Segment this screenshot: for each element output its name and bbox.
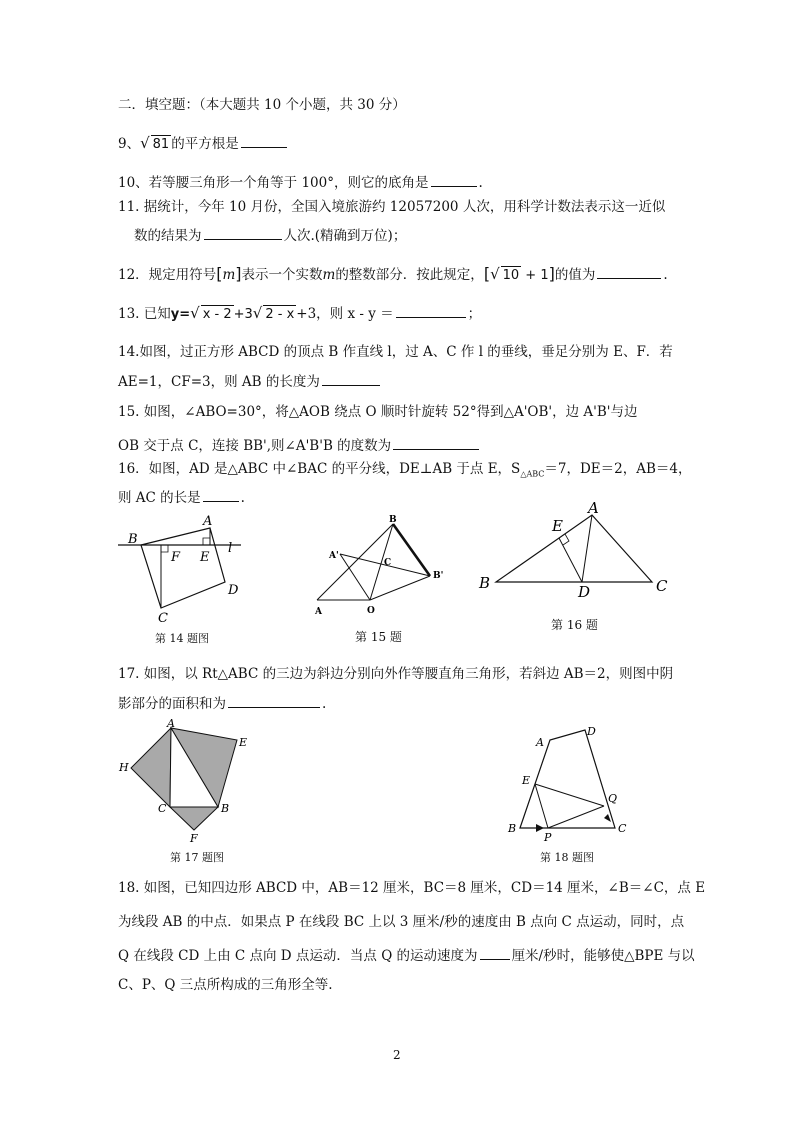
label-b: B — [508, 822, 517, 835]
quadrilateral-abcd — [520, 730, 618, 828]
label-q: Q — [608, 792, 618, 805]
q12-period: . — [663, 267, 668, 283]
q12-text-c: 的整数部分．按此规定， — [335, 267, 484, 283]
question-9 — [118, 133, 289, 154]
question-16-line1 — [118, 460, 692, 484]
question-16-line2 — [118, 487, 245, 507]
q12-text-a: 12．规定用符号 — [118, 267, 217, 283]
figure-16-caption: 第 16 题 — [551, 618, 598, 632]
q14-answer-blank[interactable] — [322, 371, 380, 386]
right-angle-f — [161, 545, 168, 552]
q16-text-a: 16．如图，AD 是△ABC 中∠BAC 的平分线，DE⊥AB 于点 E，S — [118, 461, 521, 477]
question-14-line1: 14.如图，过正方形 ABCD 的顶点 B 作直线 l，过 A、C 作 l 的垂线，垂足分别为 E、F．若 — [118, 344, 673, 360]
segment-ob1 — [370, 576, 430, 600]
q10-text: 10、若等腰三角形一个角等于 100°，则它的底角是 — [118, 175, 429, 191]
q9-radicand: 81 — [152, 137, 170, 152]
q12-m2: m — [322, 267, 336, 283]
q18-text-b: 厘米/秒时，能够使△BPE 与以 — [511, 948, 695, 964]
question-17-line1: 17. 如图，以 Rt△ABC 的三边为斜边分别向外作等腰直角三角形，若斜边 AB＝2，则图中阴 — [118, 666, 674, 682]
label-d: D — [587, 725, 596, 738]
question-17-line2 — [118, 693, 326, 713]
figure-17-caption: 第 17 题图 — [170, 851, 224, 864]
label-o: O — [367, 606, 375, 616]
q18-answer-blank[interactable] — [480, 945, 510, 960]
q13-text-b: +3，则 x - y ＝ — [296, 306, 394, 322]
label-c: C — [656, 577, 668, 595]
q9-sqrt: √ 81 — [140, 134, 170, 152]
label-a: A — [167, 717, 175, 730]
arrow-p-icon — [536, 824, 544, 832]
right-angle-e — [563, 534, 569, 545]
label-a-prime: A' — [329, 551, 339, 561]
shaded-triangle-ach — [131, 728, 171, 807]
q17-period: . — [322, 696, 327, 712]
square-abcd — [141, 528, 225, 608]
label-b: B — [479, 574, 491, 592]
q16-text-b: ＝7，DE＝2，AB＝4， — [544, 461, 692, 477]
q12-answer-blank[interactable] — [597, 264, 661, 279]
q10-answer-blank[interactable] — [431, 172, 477, 187]
figure-14 — [115, 512, 265, 632]
figure-16 — [475, 500, 675, 605]
q9-number: 9、 — [118, 136, 141, 152]
label-e: E — [200, 550, 210, 565]
label-b: B — [221, 802, 230, 815]
figure-14-caption: 第 14 题图 — [155, 632, 209, 645]
figure-18 — [500, 720, 640, 845]
q18-text-a: Q 在线段 CD 上由 C 点向 D 点运动．当点 Q 的运动速度为 — [118, 948, 478, 964]
label-e: E — [522, 774, 531, 787]
segment-ep — [535, 784, 548, 828]
shaded-triangle-bcf — [170, 807, 218, 830]
label-c: C — [618, 822, 627, 835]
q9-text: 的平方根是 — [171, 136, 239, 152]
page-number: 2 — [393, 1048, 401, 1062]
question-15-line2 — [118, 435, 481, 455]
q13-answer-blank[interactable] — [396, 303, 466, 318]
section-title: 二．填空题：（本大题共 10 个小题，共 30 分） — [118, 97, 406, 113]
label-b: B — [389, 515, 397, 525]
question-18-line1: 18. 如图，已知四边形 ABCD 中，AB＝12 厘米，BC＝8 厘米，CD＝14 厘米，∠B＝∠C，点 E — [118, 880, 706, 896]
triangle-abc — [496, 515, 652, 582]
q13-plus3: +3 — [233, 307, 253, 322]
label-e: E — [552, 517, 563, 535]
q12-text-b: 表示一个实数 — [241, 267, 323, 283]
q13-text-a: 13. 已知 — [118, 306, 171, 322]
q12-m: m — [222, 267, 236, 283]
label-a: A — [203, 514, 213, 529]
question-18-line4: C、P、Q 三点所构成的三角形全等. — [118, 977, 333, 993]
label-a: A — [315, 607, 322, 617]
segment-de — [559, 538, 582, 582]
question-18-line2: 为线段 AB 的中点．如果点 P 在线段 BC 上以 3 厘米/秒的速度由 B 点向 C 点运动，同时，点 — [118, 914, 685, 930]
q14-text: AE=1，CF=3，则 AB 的长度为 — [118, 374, 320, 390]
figure-17 — [115, 716, 265, 846]
label-h: H — [119, 761, 129, 774]
question-14-line2 — [118, 371, 382, 391]
q10-period: . — [478, 175, 483, 191]
label-a: A — [536, 736, 544, 749]
label-a: A — [588, 500, 599, 517]
q15-answer-blank[interactable] — [393, 435, 479, 450]
q11-answer-blank[interactable] — [204, 225, 282, 240]
q13-y: y= — [170, 307, 191, 322]
q9-answer-blank[interactable] — [241, 133, 287, 148]
q13-end: ； — [467, 306, 482, 322]
q12-radicand: 10 — [502, 268, 520, 283]
segment-oa1 — [340, 554, 370, 600]
label-d: D — [578, 583, 591, 601]
question-12: 12．规定用符号[m]表示一个实数m的整数部分．按此规定，[√ 10 + 1]的值为 . — [118, 264, 668, 283]
q11-text-b: 人次.(精确到万位)； — [283, 228, 407, 244]
label-f: F — [190, 832, 198, 845]
label-f: F — [171, 550, 181, 565]
q16-period: . — [240, 490, 245, 506]
q11-text-a: 数的结果为 — [134, 228, 202, 244]
q17-text-a: 影部分的面积和为 — [118, 696, 226, 712]
question-10 — [118, 172, 483, 192]
label-p: P — [544, 831, 552, 844]
question-11-line1: 11. 据统计，今年 10 月份，全国入境旅游约 12057200 人次，用科学计数法表示这一近似 — [118, 199, 666, 215]
right-angle-e — [203, 538, 210, 545]
question-15-line1: 15. 如图，∠ABO=30°，将△AOB 绕点 O 顺时针旋转 52°得到△A'OB'，边 A'B'与边 — [118, 404, 638, 420]
bisector-ad — [582, 515, 592, 582]
question-11-line2 — [134, 225, 406, 245]
q16-answer-blank[interactable] — [203, 487, 239, 502]
label-b-prime: B' — [433, 571, 444, 581]
label-e: E — [239, 736, 248, 749]
question-13: 13. 已知y=√ x - 2 +3√ 2 - x +3，则 x - y ＝ ； — [118, 304, 482, 322]
figure-15 — [300, 512, 460, 622]
q13-radicand-1: x - 2 — [202, 307, 232, 322]
q13-radicand-2: 2 - x — [265, 307, 295, 322]
arrow-q-icon — [604, 814, 611, 822]
label-b: B — [128, 532, 138, 547]
label-l: l — [228, 541, 233, 556]
q15-text: OB 交于点 C，连接 BB',则∠A'B'B 的度数为 — [118, 438, 392, 454]
segment-pq — [548, 806, 604, 828]
q16-text-c: 则 AC 的长是 — [118, 490, 201, 506]
q16-subscript: △ABC — [520, 469, 545, 479]
q12-plus: + 1 — [521, 268, 549, 283]
label-d: D — [228, 583, 239, 598]
segment-eq — [535, 784, 604, 806]
question-18-line3 — [118, 945, 695, 965]
label-c: C — [384, 558, 392, 568]
label-c: C — [158, 611, 168, 626]
figure-18-caption: 第 18 题图 — [540, 851, 594, 864]
q17-answer-blank[interactable] — [228, 693, 320, 708]
label-c: C — [158, 802, 167, 815]
q12-text-d: 的值为 — [554, 267, 596, 283]
figure-15-caption: 第 15 题 — [355, 630, 402, 644]
